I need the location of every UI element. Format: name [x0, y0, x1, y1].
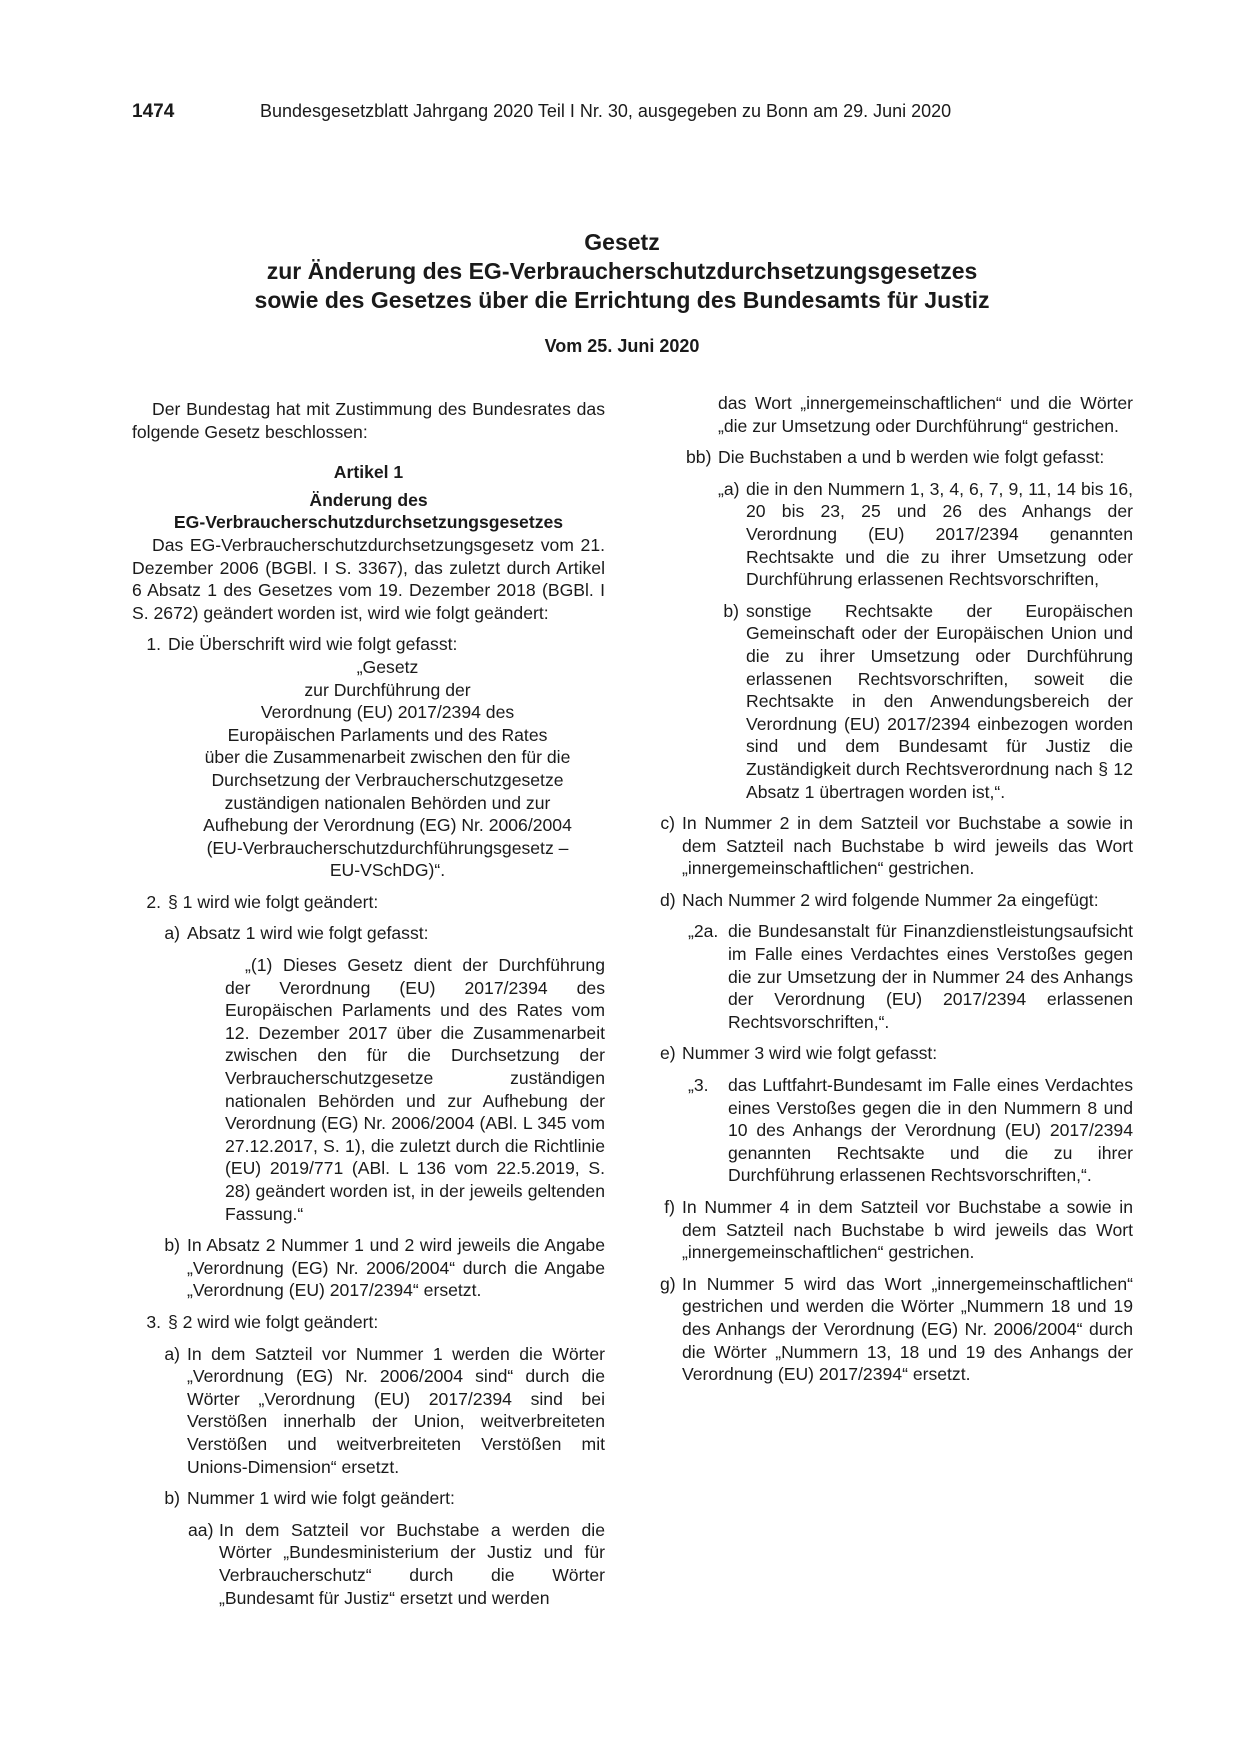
list-item: b) Nummer 1 wird wie folgt geändert:: [164, 1488, 455, 1509]
title-line: sowie des Gesetzes über die Errichtung des Bundesamts für Justiz: [254, 287, 990, 313]
intro-paragraph: Das EG-Verbraucherschutzdurchsetzungsgesetz vom 21. Dezember 2006 (BGBl. I S. 3367), das zuletzt durch Artikel 6 Absatz 1 des Gesetzes vom 19. Dezember 2018 (BGBl. I S. 2672) geändert worden ist, wird wie folgt geändert:: [132, 534, 605, 623]
list-item: „3. das Luftfahrt-Bundesamt im Falle eines Verdachtes eines Verstoßes gegen die in den Nummern 8 und 10 des Anhangs der Verordnung (EU) 2017/2394 genannten Rechtsakte und die zu ihrer Durchführung erlassenen Rechtsvorschriften,“.: [688, 1075, 1133, 1186]
list-item: bb) Die Buchstaben a und b werden wie folgt gefasst:: [686, 447, 1105, 468]
left-column: [132, 398, 605, 1609]
list-item: d) Nach Nummer 2 wird folgende Nummer 2a eingefügt:: [660, 889, 1099, 910]
running-title: Bundesgesetzblatt Jahrgang 2020 Teil I Nr. 30, ausgegeben zu Bonn am 29. Juni 2020: [260, 101, 952, 121]
list-item: a) Absatz 1 wird wie folgt gefasst:: [164, 923, 429, 944]
list-item: 3. § 2 wird wie folgt geändert:: [146, 1311, 379, 1332]
right-column: [660, 393, 1133, 1386]
artikel-title: EG-Verbraucherschutzdurchsetzungsgesetzes: [173, 512, 564, 533]
list-item: a) In dem Satzteil vor Nummer 1 werden die Wörter „Verordnung (EG) Nr. 2006/2004 sind“ durch die Wörter „Verordnung (EU) 2017/2394 sind bei Verstößen innerhalb der Union, weitverbreiteten Verstößen und weitverbreiteten Verstößen mit Unions-Dimension“ ersetzt.: [164, 1343, 605, 1477]
list-item: „a) die in den Nummern 1, 3, 4, 6, 7, 9, 11, 14 bis 16, 20 bis 23, 25 und 26 des Anhangs der Verordnung (EU) 2017/2394 genannten Rechtsakte und die zu ihrer Umsetzung oder Durchführung erlassenen Rechtsvorschriften,: [718, 478, 1133, 590]
quoted-paragraph: „(1) Dieses Gesetz dient der Durchführung der Verordnung (EU) 2017/2394 des Europäischen Parlaments und des Rates vom 12. Dezember 2017 über die Zusammenarbeit zwischen den für die Durchsetzung der Verbraucherschutzgesetze zuständigen nationalen Behörden und zur Aufhebung der Verordnung (EG) Nr. 2006/2004 (ABl. L 345 vom 27.12.2017, S. 1), die zuletzt durch die Richtlinie (EU) 2019/771 (ABl. L 136 vom 22.5.2019, S. 28) geändert worden ist, in der jeweils geltenden Fassung.“: [225, 955, 605, 1224]
list-item: aa) In dem Satzteil vor Buchstabe a werden die Wörter „Bundesministerium der Justiz und für Verbraucherschutz“ durch die Wörter „Bundesamt für Justiz“ ersetzt und werden: [188, 1519, 605, 1608]
artikel-title: Änderung des: [309, 489, 428, 510]
list-item: b) sonstige Rechtsakte der Europäischen Gemeinschaft oder der Europäischen Union und die zu ihrer Umsetzung oder Durchführung erlassenen Rechtsvorschriften, soweit die Rechtsakte in den Anwendungsbereich der Verordnung (EU) 2017/2394 einbezogen worden sind und dem Bundesamt für Justiz die Zuständigkeit durch Rechtsverordnung nach § 12 Absatz 1 übertragen worden ist,“.: [723, 600, 1133, 802]
list-item: g) In Nummer 5 wird das Wort „innergemeinschaftlichen“ gestrichen und werden die Wörter „Nummern 18 und 19 des Anhangs der Verordnung (EG) Nr. 2006/2004“ durch die Wörter „Nummern 13, 18 und 19 des Anhangs der Verordnung (EU) 2017/2394“ ersetzt.: [660, 1273, 1133, 1385]
list-item: „2a. die Bundesanstalt für Finanzdienstleistungsaufsicht im Falle eines Verdachtes eines Verstoßes gegen die zur Umsetzung der in Nummer 24 des Anhangs der Verordnung (EU) 2017/2394 erlassenen Rechtsvorschriften,“.: [688, 921, 1133, 1032]
continued-paragraph: das Wort „innergemeinschaftlichen“ und die Wörter „die zur Umsetzung oder Durchführung“ gestrichen.: [718, 393, 1133, 436]
list-item: f) In Nummer 4 in dem Satzteil vor Buchstabe a sowie in dem Satzteil nach Buchstabe b wird jeweils das Wort „innergemeinschaftlichen“ gestrichen.: [664, 1197, 1133, 1263]
law-title: [132, 228, 1112, 315]
list-item: e) Nummer 3 wird wie folgt gefasst:: [660, 1043, 938, 1064]
law-date: Vom 25. Juni 2020: [544, 336, 700, 356]
list-item: b) In Absatz 2 Nummer 1 und 2 wird jeweils die Angabe „Verordnung (EG) Nr. 2006/2004“ durch die Angabe „Verordnung (EU) 2017/2394“ ersetzt.: [164, 1235, 605, 1301]
title-line: Gesetz: [584, 229, 660, 255]
title-line: zur Änderung des EG-Verbraucherschutzdurchsetzungsgesetzes: [266, 258, 978, 284]
page-number: 1474: [132, 101, 175, 122]
preamble: Der Bundestag hat mit Zustimmung des Bundesrates das folgende Gesetz beschlossen:: [132, 399, 605, 442]
list-item: c) In Nummer 2 in dem Satzteil vor Buchstabe a sowie in dem Satzteil nach Buchstabe b wird jeweils das Wort „innergemeinschaftlichen“ gestrichen.: [660, 813, 1133, 879]
list-item: 1. Die Überschrift wird wie folgt gefasst:: [146, 634, 458, 655]
list-item: 2. § 1 wird wie folgt geändert:: [146, 891, 379, 912]
artikel-heading: Artikel 1: [333, 462, 404, 483]
quoted-title: „Gesetz zur Durchführung der Verordnung (EU) 2017/2394 des Europäischen Parlaments und des Rates über die Zusammenarbeit zwischen den für die Durchsetzung der Verbraucherschutzgesetze zuständigen nationalen Behörden und zur Aufhebung der Verordnung (EG) Nr. 2006/2004 (EU-Verbraucherschutzdurchführungsgesetz – EU-VSchDG)“.: [203, 656, 572, 881]
